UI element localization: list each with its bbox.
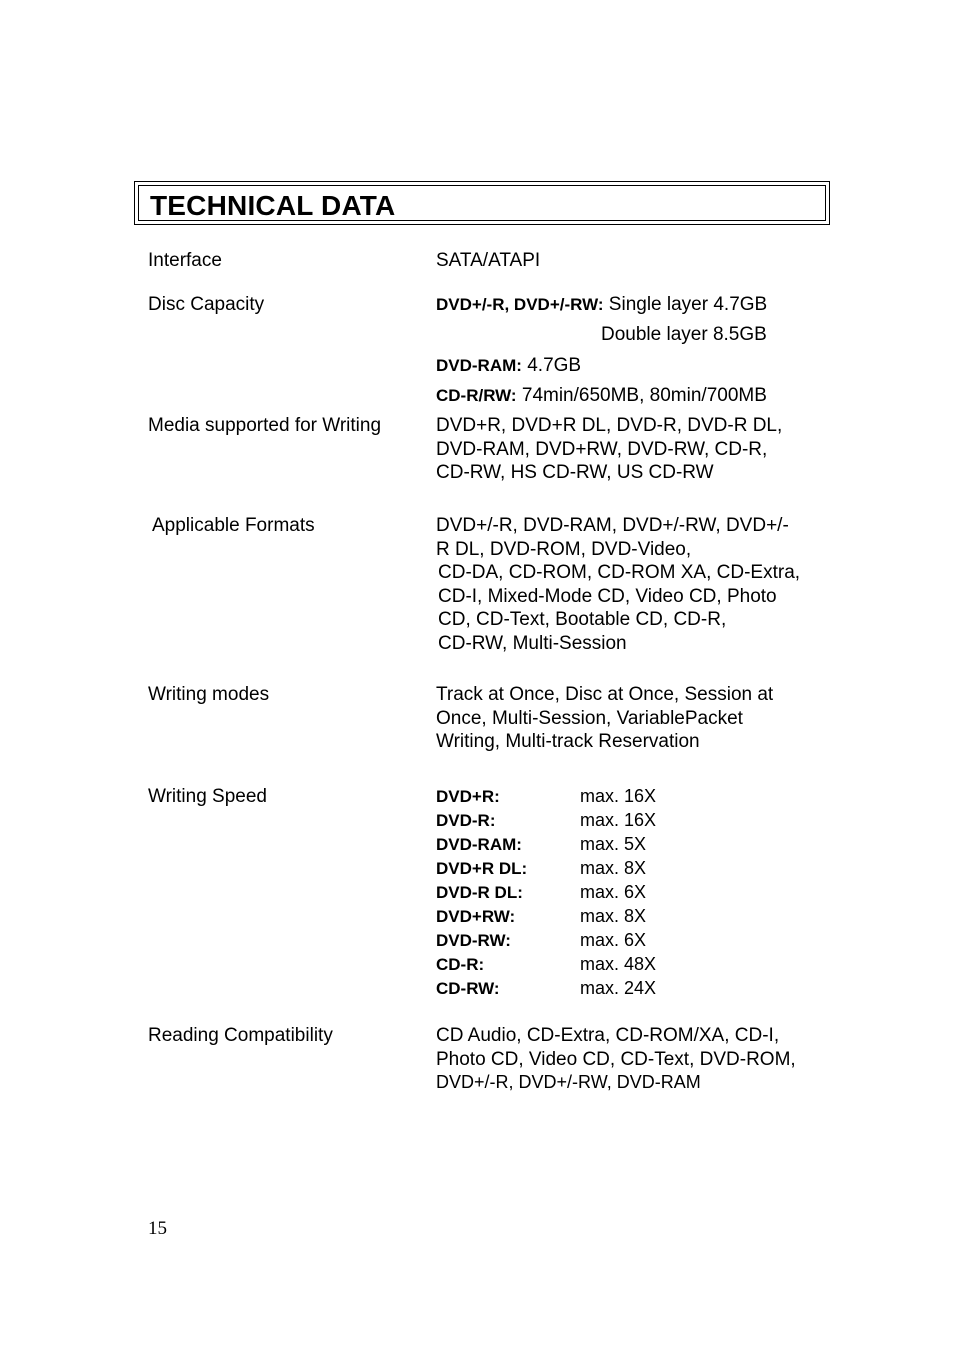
cd-rw-label: CD-R/RW: [436,386,517,405]
speed-name: DVD-RAM: [436,835,522,854]
writing-modes-line: Track at Once, Disc at Once, Session at [436,684,774,705]
reading-line: CD Audio, CD-Extra, CD-ROM/XA, CD-I, [436,1025,780,1046]
double-layer-value: Double layer 8.5GB [601,324,767,345]
page-title: TECHNICAL DATA [150,190,396,221]
writing-speed-label: Writing Speed [148,786,267,807]
interface-value: SATA/ATAPI [436,250,541,271]
speed-value: max. 6X [580,882,647,902]
speed-name: DVD+R DL: [436,859,528,878]
dvd-rw-label: DVD+/-R, DVD+/-RW: [436,295,604,314]
media-line: DVD-RAM, DVD+RW, DVD-RW, CD-R, [436,438,768,460]
reading-line: DVD+/-R, DVD+/-RW, DVD-RAM [436,1072,701,1092]
media-line: DVD+R, DVD+R DL, DVD-R, DVD-R DL, [436,415,783,436]
speed-name: DVD+RW: [436,907,516,926]
speed-name: DVD+R: [436,787,500,806]
dvd-ram-value: 4.7GB [527,355,582,376]
speed-value: max. 8X [580,858,647,878]
disc-capacity-dvd-ram [436,354,581,378]
formats-line: CD-DA, CD-ROM, CD-ROM XA, CD-Extra, [438,562,801,583]
speed-name: DVD-R DL: [436,883,523,902]
disc-capacity-cd [436,384,767,408]
writing-modes-line: Writing, Multi-track Reservation [436,731,700,752]
reading-line: Photo CD, Video CD, CD-Text, DVD-ROM, [436,1048,796,1070]
formats-line: CD, CD-Text, Bootable CD, CD-R, [438,609,727,630]
reading-label: Reading Compatibility [148,1025,333,1046]
disc-capacity-dvd [436,293,767,317]
media-writing-value [436,414,782,485]
media-writing-label: Media supported for Writing [148,415,382,436]
writing-modes-value [436,683,773,754]
formats-value [436,514,800,655]
speed-name: CD-RW: [436,979,500,998]
cd-rw-value: 74min/650MB, 80min/700MB [521,385,767,406]
formats-label: Applicable Formats [152,515,315,536]
dvd-ram-label: DVD-RAM: [436,356,522,375]
page-number: 15 [148,1218,167,1239]
writing-modes-label: Writing modes [148,684,270,705]
formats-line: DVD+/-R, DVD-RAM, DVD+/-RW, DVD+/- [436,515,789,536]
speed-name: DVD-RW: [436,931,511,950]
single-layer-value: Single layer 4.7GB [608,294,768,315]
title-box [134,181,830,225]
media-line: CD-RW, HS CD-RW, US CD-RW [436,462,714,483]
speed-value: max. 5X [580,834,647,854]
speed-value: max. 16X [580,810,657,830]
formats-line: R DL, DVD-ROM, DVD-Video, [436,538,692,560]
disc-capacity-label: Disc Capacity [148,294,265,315]
writing-modes-line: Once, Multi-Session, VariablePacket [436,707,743,729]
formats-line: CD-RW, Multi-Session [438,632,627,654]
formats-line: CD-I, Mixed-Mode CD, Video CD, Photo [438,585,777,607]
speed-value: max. 8X [580,906,647,926]
speed-name: DVD-R: [436,811,496,830]
speed-value: max. 48X [580,954,657,974]
reading-value [436,1024,796,1095]
title-inner-border [138,185,826,221]
speed-value: max. 24X [580,978,657,998]
speed-value: max. 16X [580,786,657,806]
interface-label: Interface [148,250,222,271]
speed-name: CD-R: [436,955,485,974]
speed-value: max. 6X [580,930,647,950]
